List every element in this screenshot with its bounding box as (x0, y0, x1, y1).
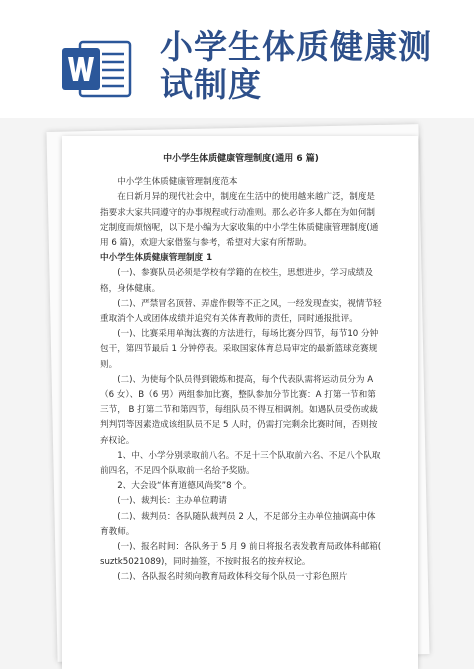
paragraph: (二)、严禁冒名顶替、弄虚作假等不正之风，一经发现查实，视情节轻重取消个人或团体成绩并追究有关体育教师的责任，同时通报批评。 (100, 298, 382, 325)
document-preview (0, 118, 474, 669)
paragraph: 中小学生体质健康管理制度范本 (117, 177, 238, 188)
paragraph: (一)、比赛采用单淘汰赛的方法进行，每场比赛分四节，每节10 分钟包干，第四节最后 1 分钟停表。采取国家体育总局审定的最新篮球竞赛规则。 (100, 329, 379, 370)
paragraph: (二)、裁判员：各队随队裁判员 2 人，不足部分主办单位抽调高中体育教师。 (100, 511, 376, 537)
paragraph: 2、大会设“体育道德风尚奖”8 个。 (117, 481, 252, 492)
section-heading: 中小学生体质健康管理制度 1 (100, 253, 213, 264)
page-title-line-1: 小学生体质健康测 (160, 27, 432, 66)
page-title (160, 28, 465, 104)
paragraph: (二)、为使每个队员得到锻炼和提高，每个代表队需将运动员分为 A（6 女）、B（6 男）两组参加比赛，整队参加分节比赛：A 打第一节和第三节， B 打第二节和第四节，每组队员不得互相调剂。如遇队员受伤或裁判判罚等因素造成该组队员不足 5 人时，仍需打完剩余比赛时间，否则按弃权论。 (100, 374, 378, 446)
header (0, 0, 474, 118)
document-page (62, 136, 418, 669)
paragraph: (一)、报名时间：各队务于 5 月 9 前日将报名表发教育局政体科邮箱( suztk5021089)，同时抽签，不按时报名的按弃权论。 (100, 542, 382, 568)
document-title: 中小学生体质健康管理制度(通用 6 篇) (163, 154, 319, 164)
paragraph: 在日新月异的现代社会中，制度在生活中的使用越来越广泛，制度是指要求大家共同遵守的办事规程或行动准则。那么必许多人都在为如何制定制度而烦恼呢，以下是小编为大家收集的中小学生体质健康管理制度(通用 6 篇)，欢迎大家借鉴与参考，希望对大家有所帮助。 (100, 192, 379, 249)
paragraph: (一)、参赛队员必须是学校有学籍的在校生，思想进步，学习成绩及格，身体健康。 (100, 268, 374, 294)
page-title-line-2: 试制度 (160, 65, 262, 104)
paragraph: (一)、裁判长：主办单位聘请 (117, 496, 228, 507)
word-document-icon (62, 40, 132, 98)
paragraph: 1、中、小学分别录取前八名。不足十三个队取前六名、不足八个队取前四名，不足四个队取前一名给予奖励。 (100, 450, 381, 477)
paragraph: (二)、各队报名时须向教育局政体科交每个队员一寸彩色照片 (117, 572, 348, 583)
